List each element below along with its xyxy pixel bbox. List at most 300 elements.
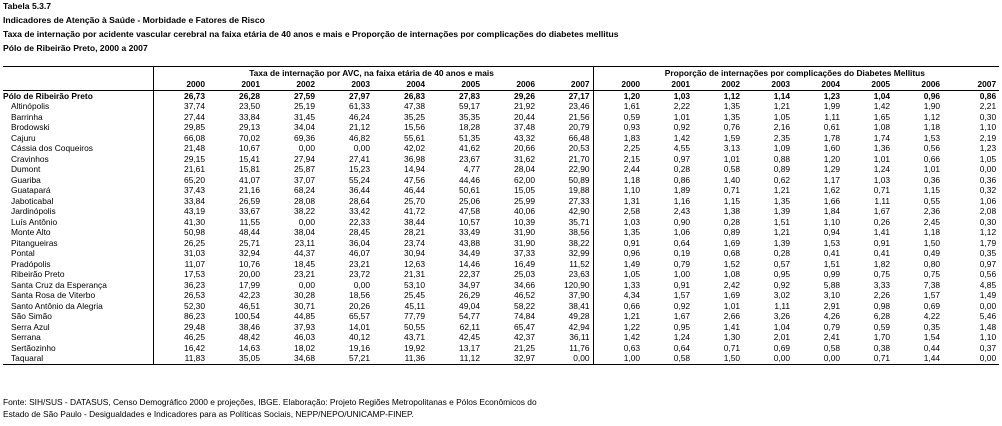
avc-rate-cell: 42,37 (514, 332, 535, 342)
table-row (3, 112, 999, 123)
diabetes-proportion-cell: 1,65 (873, 111, 891, 122)
diabetes-proportion-cell: 2,08 (979, 206, 997, 216)
diabetes-proportion-cell: 0,62 (773, 174, 791, 185)
year-header-dm-2000: 2000 (593, 79, 643, 90)
diabetes-proportion-cell: 0,59 (873, 321, 891, 332)
table-row (3, 227, 999, 238)
avc-rate-cell: 37,93 (294, 321, 315, 332)
avc-rate-cell: 13,17 (459, 342, 480, 353)
avc-rate-cell: 31,45 (294, 111, 315, 122)
avc-rate-cell: 38,46 (239, 321, 260, 332)
diabetes-proportion-cell: 1,00 (593, 353, 643, 364)
diabetes-proportion-cell: 0,89 (723, 227, 741, 237)
avc-rate-cell: 38,22 (294, 206, 315, 216)
diabetes-proportion-cell: 1,04 (873, 90, 891, 101)
diabetes-proportion-cell: 0,88 (773, 153, 791, 164)
table-row (3, 154, 999, 165)
avc-rate-cell: 41,72 (404, 206, 425, 216)
avc-rate-cell: 28,21 (404, 227, 425, 237)
avc-rate-cell: 26,83 (404, 90, 425, 101)
table-row (3, 217, 999, 228)
diabetes-proportion-cell: 1,48 (979, 321, 997, 332)
avc-rate-cell: 65,20 (153, 175, 208, 186)
diabetes-proportion-cell: 1,06 (979, 195, 997, 206)
avc-rate-cell: 65,47 (514, 321, 535, 332)
avc-rate-cell: 11,12 (428, 353, 483, 364)
diabetes-proportion-cell: 0,80 (923, 258, 941, 269)
municipality-name: Sertãozinho (11, 342, 56, 353)
diabetes-proportion-cell: 0,96 (593, 248, 643, 259)
diabetes-proportion-cell: 0,91 (873, 237, 891, 248)
avc-rate-cell: 0,00 (298, 279, 315, 290)
diabetes-proportion-cell: 2,45 (923, 216, 941, 227)
diabetes-proportion-cell: 0,44 (923, 342, 941, 353)
avc-rate-cell: 38,22 (568, 237, 590, 248)
year-header-row (3, 79, 999, 90)
avc-rate-cell: 23,46 (568, 101, 590, 111)
diabetes-proportion-cell: 1,61 (593, 101, 643, 112)
avc-rate-cell: 37,33 (514, 248, 535, 258)
diabetes-proportion-cell: 1,35 (723, 111, 741, 122)
avc-rate-cell: 66,48 (568, 132, 590, 143)
avc-rate-cell: 25,06 (459, 195, 480, 206)
diabetes-proportion-cell: 0,58 (823, 342, 841, 353)
avc-rate-cell: 23,50 (239, 101, 260, 111)
municipality-name: Brodowski (11, 122, 50, 132)
diabetes-proportion-cell: 1,83 (593, 133, 643, 144)
diabetes-proportion-cell: 3,26 (773, 311, 791, 321)
avc-rate-cell: 46,24 (349, 111, 370, 122)
avc-rate-cell: 62,11 (459, 321, 480, 332)
avc-rate-cell: 62,00 (514, 174, 535, 185)
table-number: Tabela 5.3.7 (3, 1, 52, 11)
diabetes-proportion-cell: 0,91 (593, 238, 643, 249)
source-note-line1: Fonte: SIH/SUS - DATASUS, Censo Demográfico 2000 e projeções, IBGE. Elaboração: Projeto Regiões Metropolitanas e Pólos Econômicos do (3, 397, 537, 407)
municipality-name: Ribeirão Preto (11, 269, 65, 279)
avc-rate-cell: 43,19 (153, 206, 208, 217)
year-header-avc-2005: 2005 (428, 79, 483, 90)
diabetes-proportion-cell: 3,02 (773, 290, 791, 300)
diabetes-proportion-cell: 1,01 (723, 153, 741, 164)
avc-rate-cell: 18,56 (349, 290, 370, 300)
diabetes-proportion-cell: 1,51 (773, 216, 791, 227)
avc-rate-cell: 16,42 (153, 343, 208, 354)
diabetes-proportion-cell: 1,54 (923, 332, 941, 342)
diabetes-proportion-cell: 1,00 (673, 269, 691, 279)
diabetes-proportion-cell: 1,05 (979, 153, 997, 164)
diabetes-group-header: Proporção de internações por complicações do Diabetes Mellitus (593, 67, 999, 80)
diabetes-proportion-cell: 0,35 (979, 248, 997, 258)
avc-rate-cell: 46,07 (349, 248, 370, 258)
avc-rate-cell: 65,57 (349, 311, 370, 321)
diabetes-proportion-cell: 1,10 (979, 332, 997, 342)
diabetes-proportion-cell: 0,71 (873, 185, 891, 195)
municipality-name: Cajuru (11, 132, 36, 143)
avc-rate-cell: 68,24 (294, 185, 315, 195)
avc-rate-cell: 11,55 (239, 216, 260, 227)
avc-rate-cell: 27,17 (568, 90, 590, 101)
year-header-dm-2006: 2006 (893, 79, 943, 90)
avc-rate-cell: 16,49 (514, 258, 535, 269)
diabetes-proportion-cell: 3,13 (723, 143, 741, 153)
diabetes-proportion-cell: 0,96 (923, 90, 941, 101)
diabetes-proportion-cell: 7,38 (923, 279, 941, 290)
municipality-name: Pradópolis (11, 258, 51, 269)
avc-rate-cell: 30,94 (404, 248, 425, 258)
avc-rate-cell: 21,12 (349, 122, 370, 132)
diabetes-proportion-cell: 0,41 (873, 248, 891, 258)
year-header-avc-2006: 2006 (483, 79, 538, 90)
diabetes-proportion-cell: 1,67 (673, 311, 691, 321)
avc-rate-cell: 25,03 (514, 269, 535, 279)
diabetes-proportion-cell: 1,50 (693, 353, 743, 364)
avc-rate-cell: 23,72 (349, 269, 370, 279)
avc-rate-cell: 86,23 (153, 311, 208, 322)
diabetes-proportion-cell: 1,90 (923, 101, 941, 111)
avc-rate-cell: 25,71 (239, 237, 260, 248)
avc-rate-cell: 35,25 (404, 111, 425, 122)
diabetes-proportion-cell: 0,56 (979, 269, 997, 279)
diabetes-proportion-cell: 1,21 (773, 185, 791, 195)
avc-rate-cell: 36,44 (349, 185, 370, 195)
diabetes-proportion-cell: 0,69 (773, 342, 791, 353)
avc-rate-cell: 15,81 (239, 164, 260, 174)
diabetes-proportion-cell: 1,15 (923, 185, 941, 195)
avc-rate-cell: 48,44 (239, 227, 260, 237)
indicators-table (3, 66, 999, 365)
avc-rate-cell: 37,07 (294, 174, 315, 185)
municipality-name: Jardinópolis (11, 206, 56, 216)
diabetes-proportion-cell: 0,94 (823, 227, 841, 237)
diabetes-proportion-cell: 1,41 (873, 227, 891, 237)
diabetes-proportion-cell: 1,15 (723, 195, 741, 206)
avc-rate-cell: 15,56 (404, 122, 425, 132)
diabetes-proportion-cell: 0,28 (773, 248, 791, 258)
avc-rate-cell: 22,33 (349, 216, 370, 227)
avc-rate-cell: 34,97 (459, 279, 480, 290)
avc-rate-cell: 23,67 (459, 153, 480, 164)
avc-rate-cell: 47,56 (404, 174, 425, 185)
municipality-name: Dumont (11, 164, 41, 174)
year-header-avc-2004: 2004 (373, 79, 428, 90)
diabetes-proportion-cell: 0,28 (723, 216, 741, 227)
diabetes-proportion-cell: 1,01 (673, 111, 691, 122)
avc-rate-cell: 26,28 (239, 90, 260, 101)
diabetes-proportion-cell: 0,63 (593, 343, 643, 354)
diabetes-proportion-cell: 3,33 (873, 279, 891, 290)
avc-rate-cell: 19,16 (349, 342, 370, 353)
avc-rate-cell: 23,21 (294, 269, 315, 279)
diabetes-proportion-cell: 1,08 (873, 122, 891, 132)
diabetes-proportion-cell: 0,92 (673, 122, 691, 132)
avc-rate-cell: 32,99 (568, 248, 590, 258)
avc-rate-cell: 15,05 (514, 185, 535, 195)
table-row (3, 196, 999, 207)
avc-rate-cell: 47,38 (404, 101, 425, 111)
diabetes-proportion-cell: 0,95 (773, 269, 791, 279)
avc-rate-cell: 43,88 (459, 237, 480, 248)
diabetes-proportion-cell: 1,20 (593, 90, 643, 101)
municipality-name: Santa Rosa de Viterbo (11, 290, 96, 300)
avc-rate-cell: 0,00 (298, 216, 315, 227)
table-scope: Pólo de Ribeirão Preto, 2000 a 2007 (3, 43, 148, 53)
year-header-dm-2007: 2007 (943, 79, 999, 90)
year-header-dm-2004: 2004 (793, 79, 843, 90)
avc-rate-cell: 46,25 (153, 332, 208, 343)
diabetes-proportion-cell: 2,44 (593, 164, 643, 175)
avc-rate-cell: 23,74 (404, 237, 425, 248)
avc-rate-cell: 34,49 (459, 248, 480, 258)
avc-rate-cell: 20,44 (514, 111, 535, 122)
diabetes-proportion-cell: 0,00 (743, 353, 793, 364)
avc-rate-cell: 40,06 (514, 206, 535, 216)
diabetes-proportion-cell: 1,18 (923, 227, 941, 237)
avc-rate-cell: 33,84 (153, 196, 208, 207)
diabetes-proportion-cell: 1,69 (723, 237, 741, 248)
avc-rate-cell: 52,30 (153, 301, 208, 312)
diabetes-proportion-cell: 4,22 (923, 311, 941, 321)
avc-rate-cell: 31,03 (153, 248, 208, 259)
diabetes-proportion-cell: 2,36 (923, 206, 941, 216)
avc-rate-cell: 26,59 (239, 195, 260, 206)
avc-rate-cell: 11,52 (569, 258, 590, 269)
avc-rate-cell: 19,92 (404, 342, 425, 353)
diabetes-proportion-cell: 1,42 (593, 332, 643, 343)
avc-rate-cell: 14,94 (404, 164, 425, 174)
avc-rate-cell: 48,42 (239, 332, 260, 342)
table-row (3, 322, 999, 333)
avc-rate-cell: 46,03 (294, 332, 315, 342)
avc-rate-cell: 50,55 (404, 321, 425, 332)
avc-rate-cell: 23,63 (568, 269, 590, 279)
year-header-avc-2003: 2003 (318, 79, 373, 90)
diabetes-proportion-cell: 1,42 (873, 101, 891, 111)
avc-rate-cell: 11,36 (373, 353, 428, 364)
diabetes-proportion-cell: 1,53 (823, 237, 841, 248)
avc-rate-cell: 42,23 (239, 290, 260, 300)
diabetes-proportion-cell: 1,51 (823, 258, 841, 269)
diabetes-proportion-cell: 1,39 (773, 206, 791, 216)
avc-rate-cell: 35,35 (459, 111, 480, 122)
avc-rate-cell: 42,45 (459, 332, 480, 342)
diabetes-proportion-cell: 0,26 (873, 216, 891, 227)
avc-rate-cell: 46,44 (404, 185, 425, 195)
table-row (3, 280, 999, 291)
table-subtitle: Taxa de internação por acidente vascular cerebral na faixa etária de 40 anos e mais e Proporção de internações por complicações do diabetes mellitus (3, 29, 619, 39)
diabetes-proportion-cell: 1,01 (873, 153, 891, 164)
avc-rate-cell: 77,79 (404, 311, 425, 321)
avc-rate-cell: 14,63 (239, 342, 260, 353)
diabetes-proportion-cell: 0,75 (923, 269, 941, 279)
avc-rate-cell: 28,08 (294, 195, 315, 206)
diabetes-proportion-cell: 0,64 (673, 342, 691, 353)
diabetes-proportion-cell: 2,91 (823, 300, 841, 311)
avc-rate-cell: 19,88 (568, 185, 590, 195)
avc-rate-cell: 41,07 (239, 174, 260, 185)
diabetes-proportion-cell: 1,69 (723, 290, 741, 300)
diabetes-proportion-cell: 0,30 (979, 111, 997, 122)
diabetes-proportion-cell: 1,12 (723, 90, 741, 101)
avc-rate-cell: 32,97 (483, 353, 538, 364)
diabetes-proportion-cell: 1,59 (723, 132, 741, 143)
avc-rate-cell: 23,21 (349, 258, 370, 269)
diabetes-proportion-cell: 1,50 (923, 237, 941, 248)
avc-rate-cell: 51,35 (459, 132, 480, 143)
avc-rate-cell: 29,48 (153, 322, 208, 333)
year-header-dm-2003: 2003 (743, 79, 793, 90)
diabetes-proportion-cell: 4,85 (979, 279, 997, 290)
avc-rate-cell: 31,62 (514, 153, 535, 164)
diabetes-proportion-cell: 0,55 (923, 195, 941, 206)
diabetes-proportion-cell: 4,55 (673, 143, 691, 153)
avc-group-header: Taxa de internação por AVC, na faixa etária de 40 anos e mais (153, 67, 593, 80)
avc-rate-cell: 28,64 (349, 195, 370, 206)
table-title: Indicadores de Atenção à Saúde - Morbidade e Fatores de Risco (3, 15, 265, 25)
avc-rate-cell: 21,92 (514, 101, 535, 111)
table-row (3, 301, 999, 312)
avc-rate-cell: 18,02 (294, 342, 315, 353)
diabetes-proportion-cell: 1,57 (673, 290, 691, 300)
diabetes-proportion-cell: 1,18 (923, 122, 941, 132)
diabetes-proportion-cell: 1,35 (773, 195, 791, 206)
diabetes-proportion-cell: 1,49 (979, 290, 997, 300)
avc-rate-cell: 28,04 (514, 164, 535, 174)
diabetes-proportion-cell: 1,44 (893, 353, 943, 364)
municipality-name: Cássia dos Coqueiros (11, 143, 93, 153)
year-header-dm-2002: 2002 (693, 79, 743, 90)
diabetes-proportion-cell: 1,10 (593, 185, 643, 196)
diabetes-proportion-cell: 2,41 (823, 332, 841, 342)
avc-rate-cell: 37,48 (514, 122, 535, 132)
diabetes-proportion-cell: 0,97 (979, 258, 997, 269)
avc-rate-cell: 27,83 (459, 90, 480, 101)
avc-rate-cell: 47,58 (459, 206, 480, 216)
municipality-name: Pontal (11, 248, 35, 258)
diabetes-proportion-cell: 0,58 (723, 164, 741, 174)
diabetes-proportion-cell: 2,16 (773, 122, 791, 132)
table-row (3, 143, 999, 154)
avc-rate-cell: 36,04 (349, 237, 370, 248)
avc-rate-cell: 25,70 (404, 195, 425, 206)
avc-rate-cell: 34,68 (263, 353, 318, 364)
avc-rate-cell: 26,25 (153, 238, 208, 249)
avc-rate-cell: 54,77 (459, 311, 480, 321)
diabetes-proportion-cell: 0,99 (823, 269, 841, 279)
diabetes-proportion-cell: 0,95 (673, 321, 691, 332)
municipality-name: Luís Antônio (11, 216, 58, 227)
table-row (3, 206, 999, 217)
avc-rate-cell: 21,25 (514, 342, 535, 353)
diabetes-proportion-cell: 1,03 (673, 90, 691, 101)
diabetes-proportion-cell: 1,49 (593, 259, 643, 270)
diabetes-proportion-cell: 0,75 (873, 269, 891, 279)
avc-rate-cell: 26,29 (459, 290, 480, 300)
diabetes-proportion-cell: 2,25 (593, 143, 643, 154)
avc-rate-cell: 42,90 (568, 206, 590, 216)
avc-rate-cell: 20,00 (239, 269, 260, 279)
avc-rate-cell: 50,89 (568, 174, 590, 185)
avc-rate-cell: 35,05 (208, 353, 263, 364)
diabetes-proportion-cell: 1,21 (593, 311, 643, 322)
avc-rate-cell: 25,99 (514, 195, 535, 206)
avc-rate-cell: 22,90 (568, 164, 590, 174)
diabetes-proportion-cell: 1,11 (874, 195, 891, 206)
avc-rate-cell: 50,61 (459, 185, 480, 195)
avc-rate-cell: 20,26 (349, 300, 370, 311)
table-row (3, 164, 999, 175)
avc-rate-cell: 17,99 (239, 279, 260, 290)
year-header-avc-2001: 2001 (208, 79, 263, 90)
avc-rate-cell: 0,00 (353, 279, 370, 290)
avc-rate-cell: 120,90 (563, 279, 590, 290)
diabetes-proportion-cell: 0,28 (673, 164, 691, 174)
year-header-avc-2007: 2007 (538, 79, 593, 90)
avc-rate-cell: 57,21 (318, 353, 373, 364)
diabetes-proportion-cell: 1,38 (723, 206, 741, 216)
avc-rate-cell: 21,48 (153, 143, 208, 154)
diabetes-proportion-cell: 1,40 (723, 174, 741, 185)
diabetes-proportion-cell: 1,14 (773, 90, 791, 101)
avc-rate-cell: 28,45 (349, 227, 370, 237)
diabetes-proportion-cell: 0,71 (723, 185, 741, 195)
avc-rate-cell: 36,23 (153, 280, 208, 291)
diabetes-proportion-cell: 6,28 (873, 311, 891, 321)
diabetes-proportion-cell: 0,57 (773, 258, 791, 269)
diabetes-proportion-cell: 0,71 (843, 353, 893, 364)
avc-rate-cell: 10,76 (239, 258, 260, 269)
avc-rate-cell: 10,67 (239, 143, 260, 153)
diabetes-proportion-cell: 2,22 (673, 101, 691, 111)
diabetes-proportion-cell: 0,91 (673, 279, 691, 290)
avc-rate-cell: 11,83 (153, 353, 208, 364)
diabetes-proportion-cell: 4,26 (823, 311, 841, 321)
avc-rate-cell: 40,12 (349, 332, 370, 342)
avc-rate-cell: 25,87 (294, 164, 315, 174)
avc-rate-cell: 41,30 (153, 217, 208, 228)
avc-rate-cell: 27,94 (294, 153, 315, 164)
diabetes-proportion-cell: 0,30 (979, 216, 997, 227)
diabetes-proportion-cell: 1,53 (923, 132, 941, 143)
diabetes-proportion-cell: 1,82 (873, 258, 891, 269)
avc-rate-cell: 66,08 (153, 133, 208, 144)
corner-cell (3, 67, 153, 80)
avc-rate-cell: 10,57 (459, 216, 480, 227)
diabetes-proportion-cell: 1,60 (823, 143, 841, 153)
diabetes-proportion-cell: 0,00 (979, 164, 997, 174)
avc-rate-cell: 38,04 (294, 227, 315, 237)
diabetes-proportion-cell: 1,05 (773, 111, 791, 122)
avc-rate-cell: 100,54 (234, 311, 260, 321)
diabetes-proportion-cell: 1,01 (723, 300, 741, 311)
avc-rate-cell: 29,13 (239, 122, 260, 132)
municipality-name: Guatapará (11, 185, 51, 195)
diabetes-proportion-cell: 0,97 (673, 153, 691, 164)
avc-rate-cell: 38,41 (568, 300, 590, 311)
diabetes-proportion-cell: 1,04 (773, 321, 791, 332)
avc-rate-cell: 14,46 (459, 258, 480, 269)
avc-rate-cell: 44,46 (459, 174, 480, 185)
diabetes-proportion-cell: 0,00 (979, 300, 997, 311)
avc-rate-cell: 27,97 (349, 90, 370, 101)
avc-rate-cell: 36,11 (569, 332, 590, 342)
diabetes-proportion-cell: 1,22 (593, 322, 643, 333)
avc-rate-cell: 61,33 (349, 101, 370, 111)
diabetes-proportion-cell: 0,36 (979, 174, 997, 185)
avc-rate-cell: 42,02 (404, 143, 425, 153)
diabetes-proportion-cell: 1,16 (673, 195, 691, 206)
avc-rate-cell: 38,44 (404, 216, 425, 227)
table-row (3, 259, 999, 270)
